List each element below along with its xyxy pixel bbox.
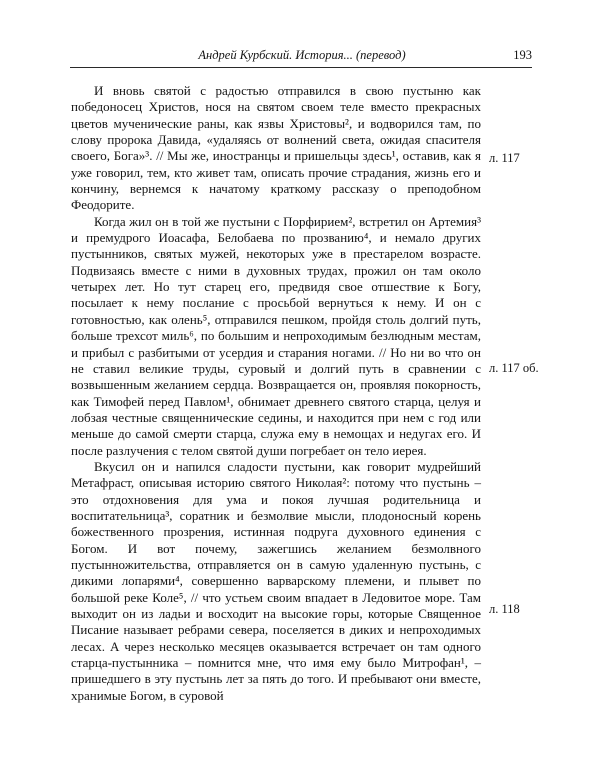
paragraph-2: Когда жил он в той же пустыни с Порфирием², встретил он Артемия³ и премудрого Иоасафа, Белобаева по прозванию⁴, и немало других пустынников, святых мужей, некоторых уже в престарелом возрасте. Подвизаясь вместе с ними в духовных трудах, прожил он там около четырех лет. Но тут старец его, предвидя свое отшествие к Богу, посылает к нему послание с просьбой вернуться к нему. И он с готовностью, как олень⁵, отправился пешком, пройдя столь долгий путь, больше трехсот миль⁶, по большим и непроходимым безлюдным местам, и прибыл с разбитыми от усердия и старания ногами. // Но ни во что он не ставил великие труды, суровый и долгий путь в сравнении с возвышенным желанием сердца. Возвращается он, проявляя покорность, как Тимофей перед Павлом¹, обнимает древнего святого старца, целуя и лобзая честные священнические седины, и находится при нем с год или меньше до самой смерти старца, служа ему в немощах и недугах его. И после разлучения с телом святой души погребает он тело иерея. bbox=[71, 213, 481, 458]
folio-note-118: л. 118 bbox=[489, 602, 520, 616]
paragraph-3: Вкусил он и напился сладости пустыни, как говорит мудрейший Метафраст, описывая историю святого Николая²: потому что пустынь – это отдохновения для ума и покоя лучшая родительница и воспитательница³, соратник и безмолвие мысли, плодоносный корень божественного прозрения, истинная подруга духовного единения с Богом. И вот почему, зажегшись желанием безмолвного пустынножительства, отправляется он в самую удаленную пустынь, с дикими лопарями⁴, совершенно варварскому племени, и плывет по большой реке Коле⁵, // что устьем своим впадает в Ледовитое море. Там выходит он из ладьи и восходит на высокие горы, которые Священное Писание называет ребрами севера, поселяется в диких и непроходимых лесах. А через несколько месяцев оказывается встречает он там одного старца-пустынника – помнится мне, что имя ему было Митрофан¹, – пришедшего в эту пустынь лет за пять до того. И пребывают они вместе, хранимые Богом, в суровой bbox=[71, 458, 481, 703]
body-text bbox=[71, 83, 481, 704]
folio-note-117: л. 117 bbox=[489, 151, 520, 165]
paragraph-1: И вновь святой с радостью отправился в свою пустыню как победоносец Христов, нося на святом своем теле вместо прекрасных цветов мученические раны, как язвы Христовы², и водворился там, по слову пророка Давида, «удаляясь от волнений света, ожидая спасителя своего, Бога»³. // Мы же, иностранцы и пришельцы здесь¹, оставив, как я уже говорил, тем, кто живет там, описать прочие страдания, жизнь его и кончину, вернемся к начатому краткому рассказу о преподобном Феодорите. bbox=[71, 83, 481, 213]
folio-note-117ob: л. 117 об. bbox=[489, 361, 539, 375]
header-rule bbox=[70, 67, 532, 68]
page-number: 193 bbox=[513, 48, 532, 62]
running-title: Андрей Курбский. История... (перевод) bbox=[198, 48, 406, 62]
